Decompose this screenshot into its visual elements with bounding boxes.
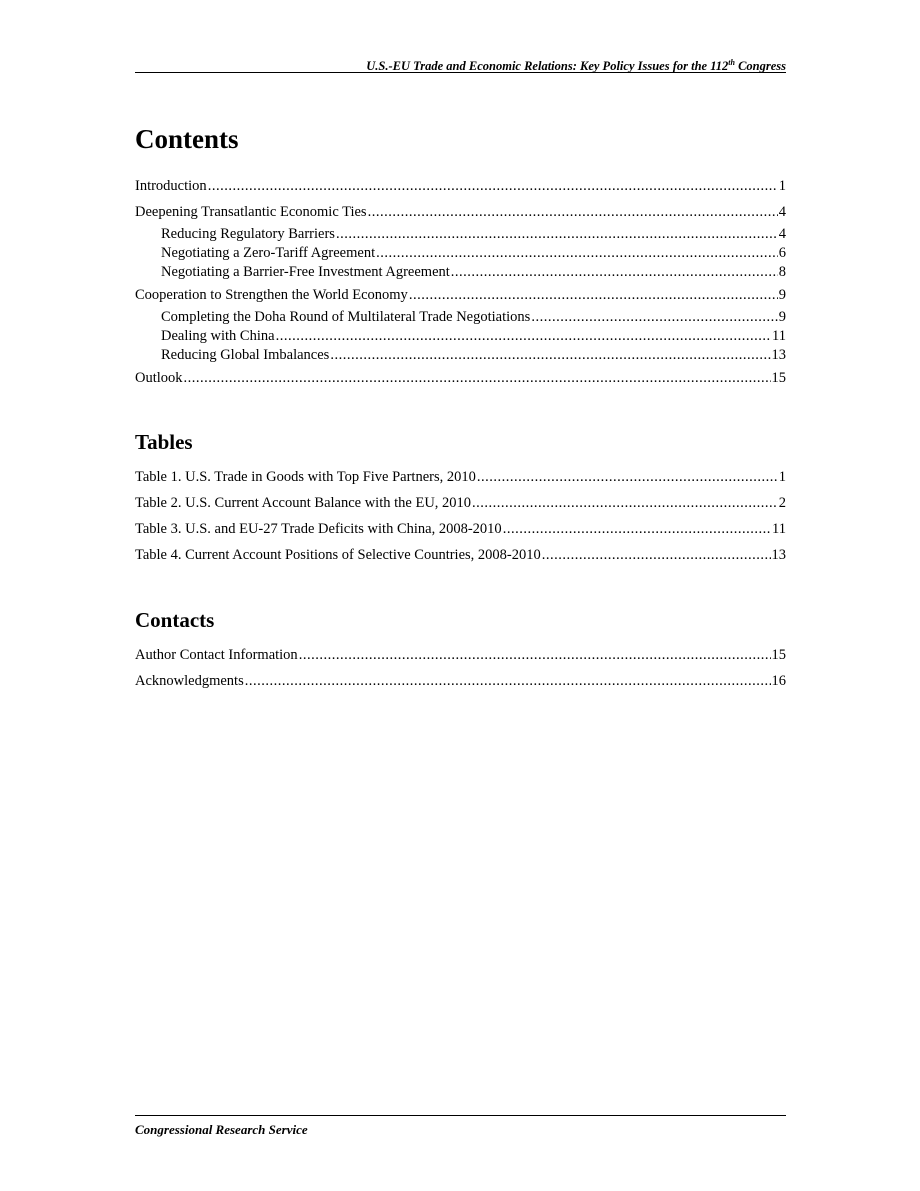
toc-entry-zero-tariff[interactable]: Negotiating a Zero-Tariff Agreement ..... 6 [161,244,786,262]
toc-entry-deepening-ties[interactable]: Deepening Transatlantic Economic Ties ..... 4 [135,203,786,221]
running-footer [135,1115,786,1139]
toc-entry-acknowledgments[interactable]: Acknowledgments ..... 16 [135,672,786,690]
toc-entry-table-1[interactable]: Table 1. U.S. Trade in Goods with Top Five Partners, 2010 ..... 1 [135,468,786,486]
document-page [135,0,786,1191]
toc-entry-doha-round[interactable]: Completing the Doha Round of Multilateral Trade Negotiations ..... 9 [161,308,786,326]
toc-entry-table-4[interactable]: Table 4. Current Account Positions of Selective Countries, 2008-2010 ..... 13 [135,546,786,564]
running-header-title: U.S.-EU Trade and Economic Relations: Key Policy Issues for the 112th Congress [366,58,786,74]
toc-entry-author-contact[interactable]: Author Contact Information ..... 15 [135,646,786,664]
toc-entry-table-2[interactable]: Table 2. U.S. Current Account Balance with the EU, 2010 ..... 2 [135,494,786,512]
toc-entry-cooperation[interactable]: Cooperation to Strengthen the World Economy ..... 9 [135,286,786,304]
tables-heading: Tables [135,430,193,454]
toc-entry-outlook[interactable]: Outlook ..... 15 [135,369,786,387]
toc-entry-investment-agreement[interactable]: Negotiating a Barrier-Free Investment Agreement ..... 8 [161,263,786,281]
footer-text: Congressional Research Service [135,1122,308,1137]
contacts-heading: Contacts [135,608,215,632]
toc-entry-china[interactable]: Dealing with China ..... 11 [161,327,786,345]
toc-entry-regulatory-barriers[interactable]: Reducing Regulatory Barriers ..... 4 [161,225,786,243]
toc-entry-table-3[interactable]: Table 3. U.S. and EU-27 Trade Deficits with China, 2008-2010 ..... 11 [135,520,786,538]
toc-entry-global-imbalances[interactable]: Reducing Global Imbalances ..... 13 [161,346,786,364]
toc-entry-introduction[interactable]: Introduction ..... 1 [135,177,786,195]
contents-heading: Contents [135,124,239,154]
running-header [135,56,786,73]
